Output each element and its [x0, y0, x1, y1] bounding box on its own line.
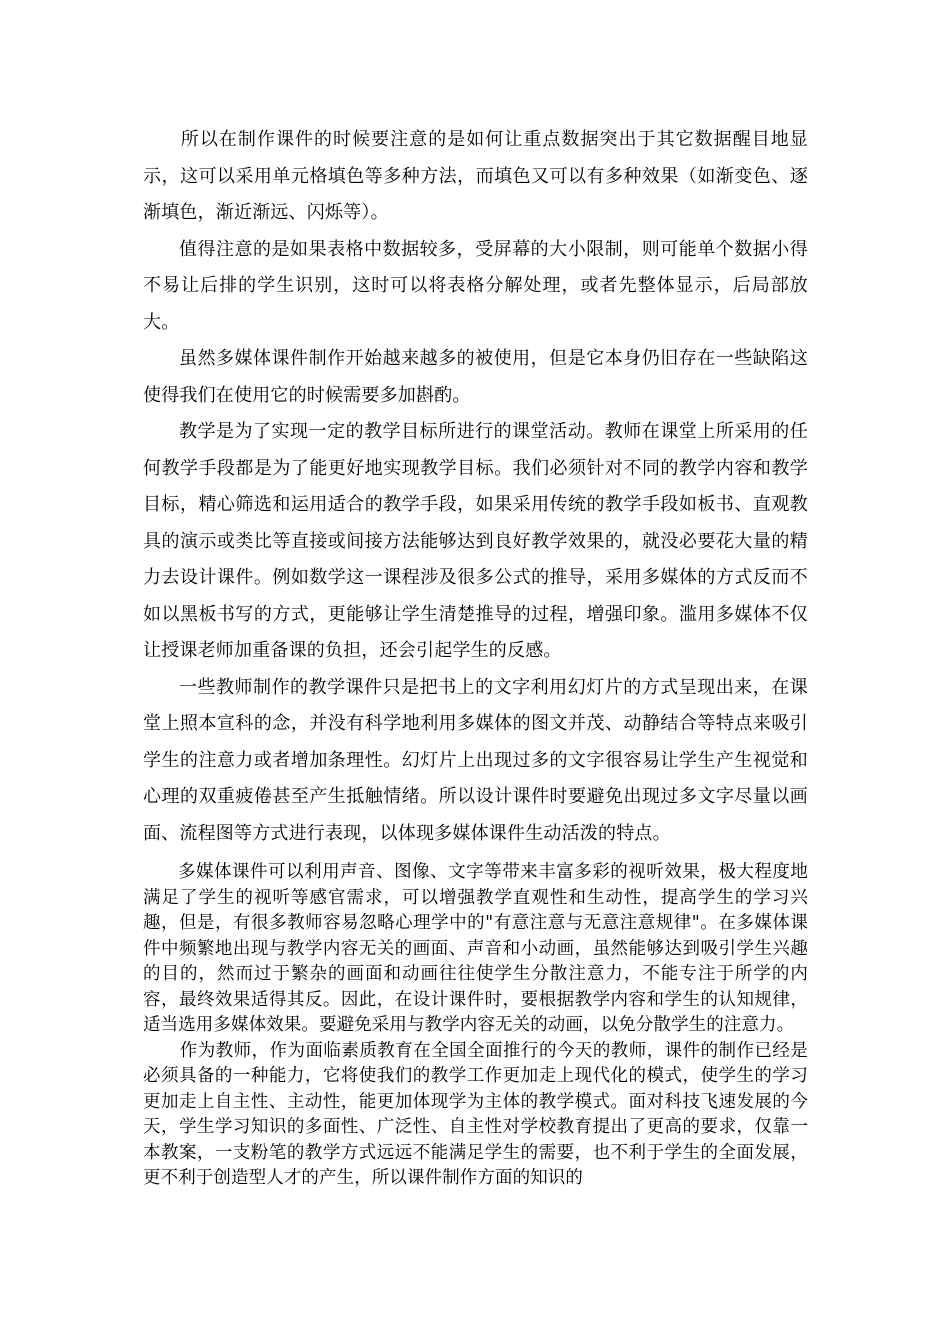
- paragraph-multimedia-effects: 多媒体课件可以利用声音、图像、文字等带来丰富多彩的视听效果，极大程度地满足了学生的视听等感官需求，可以增强教学直观性和生动性，提高学生的学习兴趣，但是，有很多教师容易忽略心理学中的"有意注意与无意注意规律"。在多媒体课件中频繁地出现与教学内容无关的画面、声音和小动画，虽然能够达到吸引学生兴趣的目的，然而过于繁杂的画面和动画往往使学生分散注意力，不能专注于所学的内容，最终效果适得其反。因此，在设计课件时，要根据教学内容和学生的认知规律，适当选用多媒体效果。要避免采用与教学内容无关的动画，以免分散学生的注意力。: [143, 862, 808, 1035]
- paragraph-table-data: 值得注意的是如果表格中数据较多，受屏幕的大小限制，则可能单个数据小得不易让后排的学生识别，这时可以将表格分解处理，或者先整体显示，后局部放大。: [143, 238, 808, 333]
- paragraph-teacher-ability: 作为教师，作为面临素质教育在全国全面推行的今天的教师，课件的制作已经是必须具备的一种能力，它将使我们的教学工作更加走上现代化的模式，使学生的学习更加走上自主性、主动性，能更加体现学为主体的教学模式。面对科技飞速发展的今天，学生学习知识的多面性、广泛性、自主性对学校教育提出了更高的要求，仅靠一本教案，一支粉笔的教学方式远远不能满足学生的需要，也不利于学生的全面发展，更不利于创造型人才的产生，所以课件制作方面的知识的: [143, 1040, 808, 1188]
- document-body: [143, 122, 808, 1192]
- paragraph-teaching-goals: 教学是为了实现一定的教学目标所进行的课堂活动。教师在课堂上所采用的任何教学手段都是为了能更好地实现教学目标。我们必须针对不同的教学内容和教学目标，精心筛选和运用适合的教学手段，如果采用传统的教学手段如板书、直观教具的演示或类比等直接或间接方法能够达到良好教学效果的，就没必要花大量的精力去设计课件。例如数学这一课程涉及很多公式的推导，采用多媒体的方式反而不如以黑板书写的方式，更能够让学生清楚推导的过程，增强印象。滥用多媒体不仅让授课老师加重备课的负担，还会引起学生的反感。: [143, 421, 808, 661]
- paragraph-slide-text: 一些教师制作的教学课件只是把书上的文字利用幻灯片的方式呈现出来，在课堂上照本宣科的念，并没有科学地利用多媒体的图文并茂、动静结合等特点来吸引学生的注意力或者增加条理性。幻灯片上出现过多的文字很容易让学生产生视觉和心理的双重疲倦甚至产生抵触情绪。所以设计课件时要避免出现过多文字尽量以画面、流程图等方式进行表现，以体现多媒体课件生动活泼的特点。: [143, 676, 808, 844]
- paragraph-courseware-defects: 虽然多媒体课件制作开始越来越多的被使用，但是它本身仍旧存在一些缺陷这使得我们在使用它的时候需要多加斟酌。: [143, 348, 808, 406]
- paragraph-highlight-data: 所以在制作课件的时候要注意的是如何让重点数据突出于其它数据醒目地显示，这可以采用单元格填色等多种方法，而填色又可以有多种效果（如渐变色、逐渐填色，渐近渐远、闪烁等）。: [143, 129, 808, 223]
